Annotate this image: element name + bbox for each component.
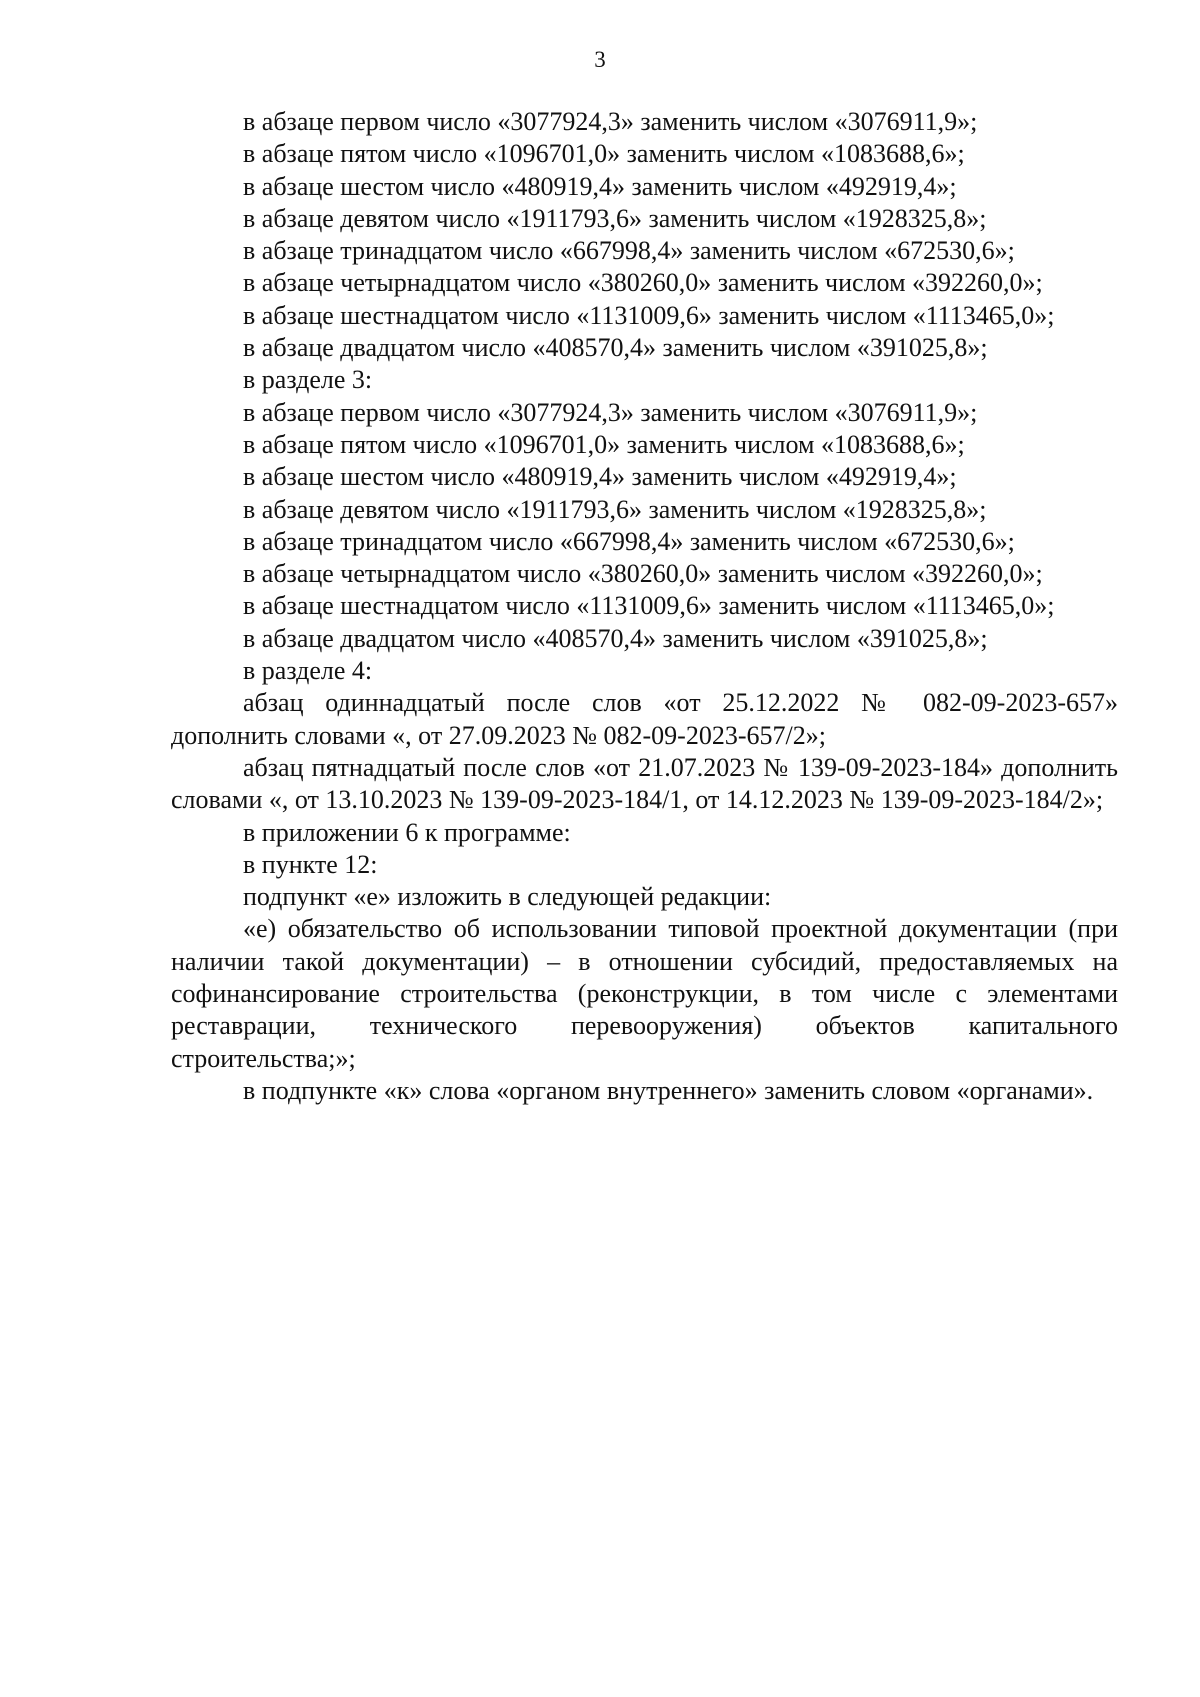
paragraph: в разделе 4: — [243, 656, 373, 686]
document-body — [171, 106, 1118, 1107]
paragraph: в абзаце шестнадцатом число «1131009,6» заменить числом «1113465,0»; — [243, 300, 1055, 330]
paragraph: подпункт «е» изложить в следующей редакции: — [243, 882, 772, 912]
paragraph: в абзаце первом число «3077924,3» заменить числом «3076911,9»; — [243, 107, 978, 136]
paragraph: в абзаце двадцатом число «408570,4» заменить числом «391025,8»; — [243, 623, 988, 653]
paragraph: в абзаце шестнадцатом число «1131009,6» заменить числом «1113465,0»; — [243, 591, 1055, 621]
paragraph: в приложении 6 к программе: — [243, 817, 571, 847]
paragraph: в абзаце шестом число «480919,4» заменить числом «492919,4»; — [243, 171, 957, 201]
paragraph: в подпункте «к» слова «органом внутреннего» заменить словом «органами». — [243, 1075, 1094, 1105]
paragraph: абзац одиннадцатый после слов «от 25.12.2022 № 082-09-2023-657» дополнить словами «, от 27.09.2023 № 082-09-2023-657/2»; — [171, 688, 1118, 750]
paragraph: «е) обязательство об использовании типовой проектной документации (при наличии такой документации) – в отношении субсидий, предоставляемых на софинансирование строительства (реконструкции, в том числе с элементами реставрации, технического перевооружения) объектов капитального строительства;»; — [171, 914, 1118, 1073]
paragraph: в абзаце тринадцатом число «667998,4» заменить числом «672530,6»; — [243, 526, 1015, 556]
paragraph: в абзаце двадцатом число «408570,4» заменить числом «391025,8»; — [243, 333, 988, 363]
paragraph: в абзаце тринадцатом число «667998,4» заменить числом «672530,6»; — [243, 236, 1015, 266]
paragraph: в абзаце девятом число «1911793,6» заменить числом «1928325,8»; — [243, 203, 987, 233]
paragraph: в абзаце пятом число «1096701,0» заменить числом «1083688,6»; — [243, 429, 965, 459]
paragraph: абзац пятнадцатый после слов «от 21.07.2023 № 139-09-2023-184» дополнить словами «, от 13.10.2023 № 139-09-2023-184/1, от 14.12.2023 № 139-09-2023-184/2»; — [171, 752, 1118, 815]
paragraph: в разделе 3: — [243, 365, 373, 395]
page-number: 3 — [594, 47, 606, 72]
paragraph: в пункте 12: — [243, 849, 378, 879]
paragraph: в абзаце четырнадцатом число «380260,0» заменить числом «392260,0»; — [243, 559, 1043, 589]
paragraph: в абзаце шестом число «480919,4» заменить числом «492919,4»; — [243, 462, 957, 492]
paragraph: в абзаце пятом число «1096701,0» заменить числом «1083688,6»; — [243, 139, 965, 169]
paragraph: в абзаце девятом число «1911793,6» заменить числом «1928325,8»; — [243, 494, 987, 524]
paragraph: в абзаце четырнадцатом число «380260,0» заменить числом «392260,0»; — [243, 268, 1043, 298]
paragraph: в абзаце первом число «3077924,3» заменить числом «3076911,9»; — [243, 397, 978, 427]
